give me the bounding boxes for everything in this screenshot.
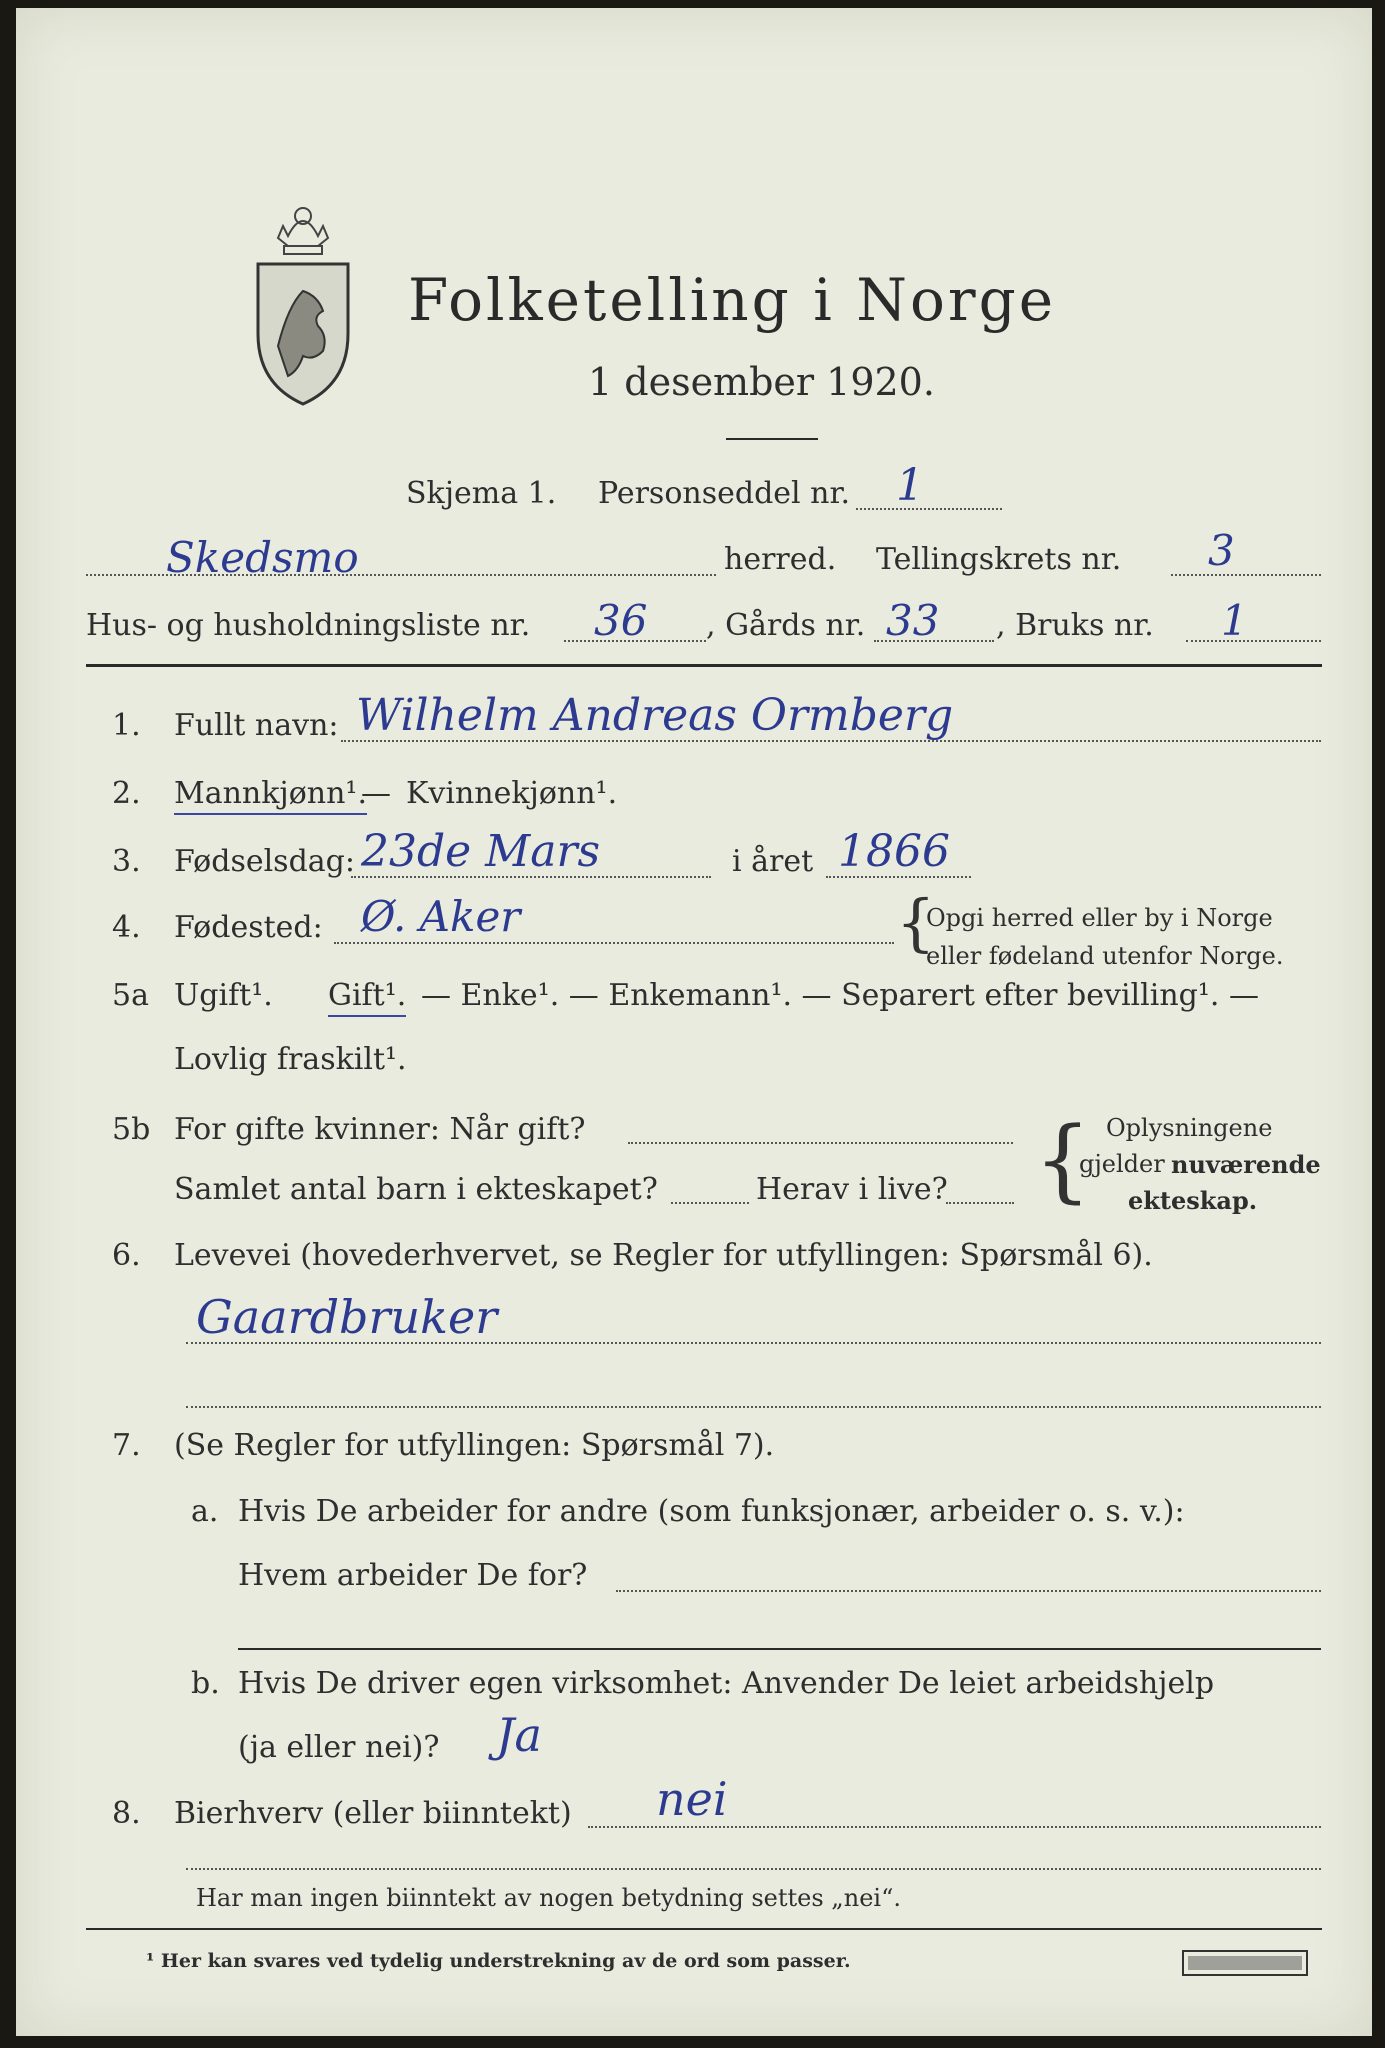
personseddel-line [856, 508, 1002, 510]
form-title: Folketelling i Norge [408, 266, 1057, 334]
gards-label: , Gårds nr. [706, 608, 866, 643]
nei-note: Har man ingen biinntekt av nogen betydning settes „nei“. [196, 1884, 901, 1912]
title-divider [726, 438, 818, 440]
q5b-line2a-rule [671, 1202, 749, 1204]
herred-value: Skedsmo [166, 533, 359, 582]
q7a-rule [238, 1648, 1321, 1650]
q4-number: 4. [112, 910, 141, 945]
personseddel-label: Personseddel nr. [598, 476, 851, 511]
q5a-line2: Lovlig fraskilt¹. [174, 1042, 407, 1077]
q3-label: Fødselsdag: [174, 844, 355, 879]
norwegian-lion-coat-of-arms-icon [248, 196, 358, 416]
q5a-gift: Gift¹. [328, 978, 406, 1017]
census-date: 1 desember 1920. [588, 360, 935, 404]
q4-value: Ø. Aker [361, 892, 521, 941]
q5b-note2b: nuværende [1171, 1150, 1321, 1179]
q7a-line2: Hvem arbeider De for? [238, 1558, 588, 1593]
hus-label: Hus- og husholdningsliste nr. [86, 608, 531, 643]
q8-number: 8. [112, 1796, 141, 1831]
q7-number: 7. [112, 1428, 141, 1463]
q5b-note3: ekteskap. [1128, 1186, 1258, 1215]
gards-value: 33 [886, 596, 940, 645]
q6-value: Gaardbruker [196, 1290, 498, 1344]
printer-stamp-icon [1182, 1950, 1308, 1976]
q4-note-line2: eller fødeland utenfor Norge. [926, 942, 1284, 970]
herred-label: herred. [724, 542, 837, 577]
q5b-brace: { [1034, 1108, 1092, 1213]
q4-label: Fødested: [174, 910, 323, 945]
q5b-note1: Oplysningene [1106, 1114, 1273, 1142]
q5b-line1: For gifte kvinner: Når gift? [174, 1112, 586, 1147]
q3-year-value: 1866 [838, 826, 950, 877]
hus-value: 36 [594, 596, 648, 645]
bruks-value: 1 [1221, 596, 1248, 645]
q7b-line2: (ja eller nei)? [238, 1730, 440, 1765]
q8-value: nei [656, 1772, 728, 1826]
q5b-note2a: gjelder [1079, 1150, 1165, 1178]
q8-line2 [186, 1868, 1321, 1870]
q3-year-label: i året [732, 844, 814, 879]
q6-line1 [186, 1342, 1321, 1344]
q4-brace: { [896, 886, 936, 959]
q5b-line2a: Samlet antal barn i ekteskapet? [174, 1172, 658, 1207]
tellingskrets-value: 3 [1208, 526, 1235, 575]
bruks-line [1186, 640, 1321, 642]
tellingskrets-line [1171, 574, 1321, 576]
q7a-line [616, 1590, 1321, 1592]
q1-number: 1. [112, 708, 141, 743]
q3-number: 3. [112, 844, 141, 879]
q8-label: Bierhverv (eller biinntekt) [174, 1796, 572, 1831]
q6-label: Levevei (hovederhvervet, se Regler for utfyllingen: Spørsmål 6). [174, 1238, 1153, 1273]
schema-label: Skjema 1. [406, 476, 557, 511]
footnote-rule [86, 1928, 1322, 1930]
q7a-number: a. [191, 1494, 219, 1529]
q5a-ugift: Ugift¹. [174, 978, 273, 1013]
tellingskrets-label: Tellingskrets nr. [876, 542, 1122, 577]
q2-number: 2. [112, 776, 141, 811]
q5b-number: 5b [112, 1112, 151, 1147]
q3-value: 23de Mars [361, 826, 601, 877]
q6-line2 [186, 1406, 1321, 1408]
q1-label: Fullt navn: [174, 708, 339, 743]
q2-separator: — [361, 776, 391, 811]
footnote: ¹ Her kan svares ved tydelig understrekning av de ord som passer. [146, 1950, 851, 1972]
q7b-line1: Hvis De driver egen virksomhet: Anvender De leiet arbeidshjelp [238, 1666, 1215, 1701]
q7b-value: Ja [496, 1708, 542, 1762]
q5a-options: — Enke¹. — Enkemann¹. — Separert efter bevilling¹. — [421, 978, 1259, 1013]
q4-line [334, 942, 894, 944]
q1-value: Wilhelm Andreas Ormberg [356, 690, 954, 741]
q7a-line1: Hvis De arbeider for andre (som funksjonær, arbeider o. s. v.): [238, 1494, 1185, 1529]
q7b-number: b. [191, 1666, 220, 1701]
q6-number: 6. [112, 1238, 141, 1273]
q5b-line1-rule [628, 1142, 1013, 1144]
q2-male-option: Mannkjønn¹. [174, 776, 367, 815]
q5b-line2b: Herav i live? [756, 1172, 948, 1207]
q5a-number: 5a [112, 978, 149, 1013]
q7-label: (Se Regler for utfyllingen: Spørsmål 7). [174, 1428, 775, 1463]
bruks-label: , Bruks nr. [996, 608, 1154, 643]
personseddel-value: 1 [896, 460, 924, 511]
q2-female-option: Kvinnekjønn¹. [406, 776, 618, 811]
header-rule [86, 664, 1322, 667]
q8-line [588, 1826, 1321, 1828]
census-form [16, 8, 1372, 2036]
q4-note-line1: Opgi herred eller by i Norge [926, 904, 1273, 932]
q5b-line2b-rule [946, 1202, 1014, 1204]
